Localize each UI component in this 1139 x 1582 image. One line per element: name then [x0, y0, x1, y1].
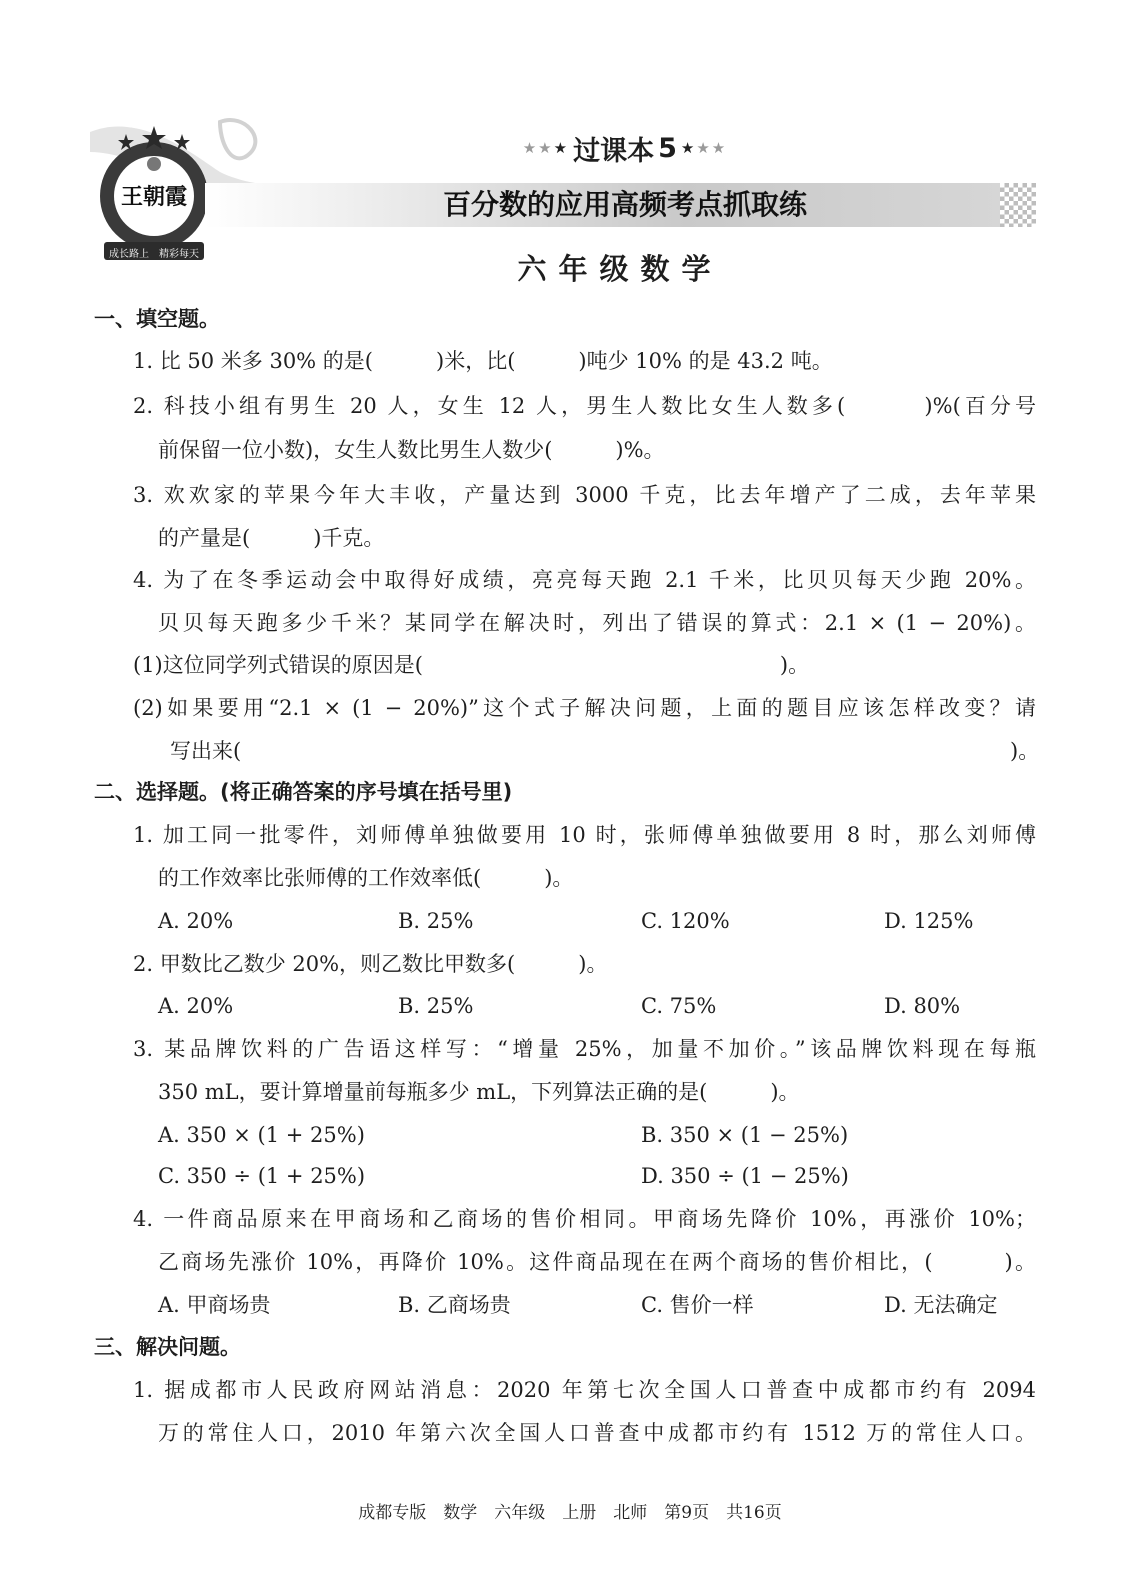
stars-right-icon: ★★★	[680, 139, 728, 157]
section-1-title: 一、填空题。	[94, 307, 220, 331]
brand-name: 王朝霞	[120, 184, 187, 210]
s2-q2-option-c: C. 75%	[641, 994, 717, 1018]
brand-logo	[96, 124, 212, 274]
s2-q4-line2: 乙商场先涨价 10%，再降价 10%。这件商品现在在两个商场的售价相比，( )。	[158, 1250, 1036, 1274]
s1-q3-line1: 3. 欢欢家的苹果今年大丰收，产量达到 3000 千克，比去年增产了二成，去年苹果	[133, 483, 1036, 507]
series-number: 5	[658, 132, 677, 164]
s2-q1-line2: 的工作效率比张师傅的工作效率低( )。	[158, 866, 574, 890]
stars-left-icon: ★★★	[522, 139, 570, 157]
s2-q1-option-b: B. 25%	[398, 909, 474, 933]
checker-decoration	[1000, 183, 1036, 227]
s1-q4-sub2-line2-right: )。	[1010, 739, 1040, 763]
s1-q2-line1: 2. 科技小组有男生 20 人，女生 12 人，男生人数比女生人数多( )%(百分号	[133, 394, 1036, 418]
s2-q1-option-d: D. 125%	[884, 909, 974, 933]
s2-q4-option-c: C. 售价一样	[641, 1293, 754, 1317]
section-2-title: 二、选择题。(将正确答案的序号填在括号里)	[94, 780, 513, 804]
grade-subject: 六年级数学	[517, 252, 723, 286]
motto-left: 成长路上	[109, 248, 149, 260]
s1-q4-sub1: (1)这位同学列式错误的原因是( )。	[133, 653, 810, 677]
s2-q2-option-b: B. 25%	[398, 994, 474, 1018]
s2-q2-option-d: D. 80%	[884, 994, 961, 1018]
s2-q4-line1: 4. 一件商品原来在甲商场和乙商场的售价相同。甲商场先降价 10%，再涨价 10%；	[133, 1207, 1036, 1231]
s1-q4-sub2-line1: (2)如果要用“2.1 × (1 − 20%)”这个式子解决问题，上面的题目应该怎样改变？请	[133, 696, 1036, 720]
s2-q3-line1: 3. 某品牌饮料的广告语这样写：“增量 25%，加量不加价。”该品牌饮料现在每瓶	[133, 1037, 1036, 1061]
s3-q1-line1: 1. 据成都市人民政府网站消息：2020 年第七次全国人口普查中成都市约有 2094	[133, 1378, 1036, 1402]
s2-q2-option-a: A. 20%	[158, 994, 234, 1018]
s2-q2-line1: 2. 甲数比乙数少 20%，则乙数比甲数多( )。	[133, 952, 608, 976]
s3-q1-line2: 万的常住人口，2010 年第六次全国人口普查中成都市约有 1512 万的常住人口。	[158, 1421, 1036, 1445]
page-footer: 成都专版 数学 六年级 上册 北师 第9页 共16页	[358, 1503, 782, 1523]
s1-q4-line2: 贝贝每天跑多少千米？某同学在解决时，列出了错误的算式：2.1 × (1 − 20%)。	[158, 611, 1036, 635]
series-text: 过课本	[573, 135, 655, 167]
s1-q4-sub2-line2-left: 写出来(	[170, 739, 242, 763]
s1-q2-line2: 前保留一位小数)，女生人数比男生人数少( )%。	[158, 438, 665, 462]
s2-q3-option-d: D. 350 ÷ (1 − 25%)	[641, 1164, 849, 1188]
s2-q3-option-a: A. 350 × (1 + 25%)	[158, 1123, 365, 1147]
s1-q1: 1. 比 50 米多 30% 的是( )米，比( )吨少 10% 的是 43.2 吨。	[133, 349, 833, 373]
s1-q4-line1: 4. 为了在冬季运动会中取得好成绩，亮亮每天跑 2.1 千米，比贝贝每天少跑 20%。	[133, 568, 1036, 592]
s2-q1-option-c: C. 120%	[641, 909, 730, 933]
s2-q3-option-c: C. 350 ÷ (1 + 25%)	[158, 1164, 366, 1188]
s2-q3-line2: 350 mL，要计算增量前每瓶多少 mL，下列算法正确的是( )。	[158, 1080, 800, 1104]
page-title: 百分数的应用高频考点抓取练	[442, 188, 807, 221]
series-label	[500, 128, 750, 168]
s1-q3-line2: 的产量是( )千克。	[158, 526, 385, 550]
motto-right: 精彩每天	[159, 248, 199, 260]
s2-q4-option-b: B. 乙商场贵	[398, 1293, 511, 1317]
s2-q4-option-a: A. 甲商场贵	[158, 1293, 271, 1317]
s2-q1-option-a: A. 20%	[158, 909, 234, 933]
section-3-title: 三、解决问题。	[94, 1335, 241, 1359]
s2-q1-line1: 1. 加工同一批零件，刘师傅单独做要用 10 时，张师傅单独做要用 8 时，那么刘师傅	[133, 823, 1036, 847]
s2-q4-option-d: D. 无法确定	[884, 1293, 998, 1317]
s2-q3-option-b: B. 350 × (1 − 25%)	[641, 1123, 849, 1147]
